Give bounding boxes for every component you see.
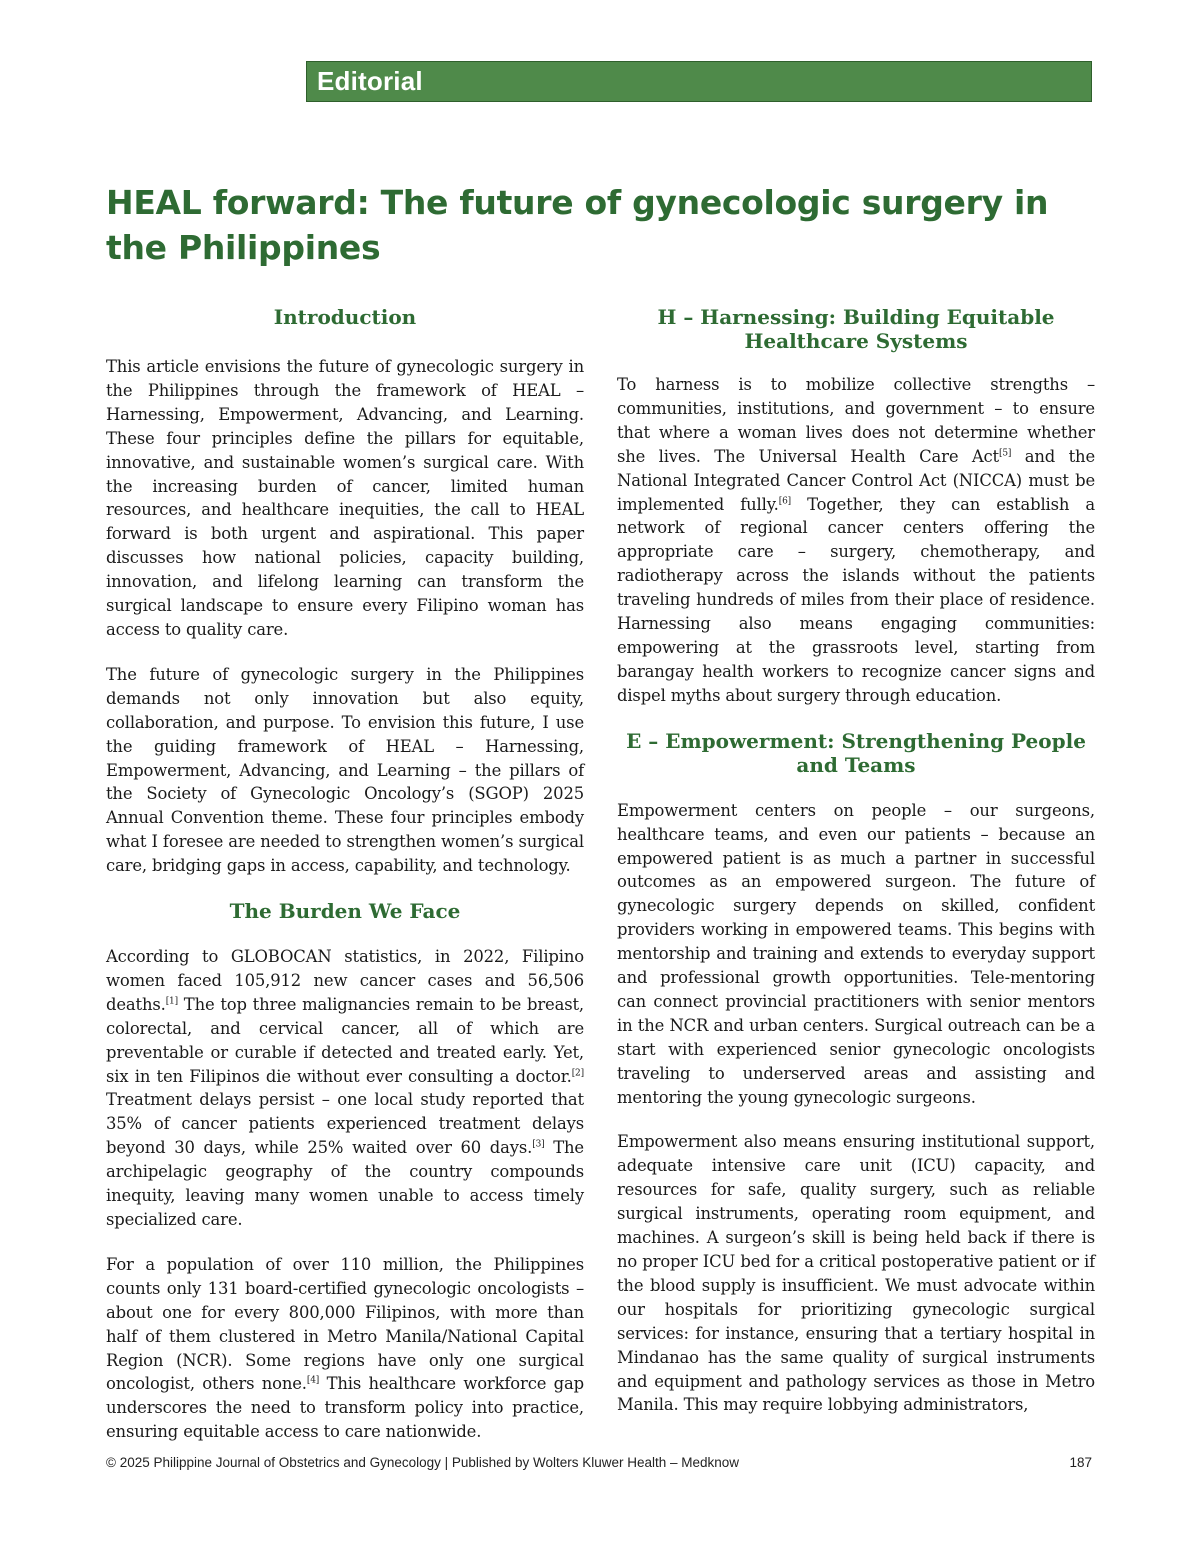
introduction-heading: Introduction — [273, 305, 417, 329]
text-run: and the National Integrated Cancer Control Act (NICCA) must be implemented fully. — [617, 446, 1095, 514]
reference-3[interactable]: [3] — [532, 1139, 545, 1150]
empowerment-paragraph-2: Empowerment also means ensuring institutional support, adequate intensive care unit (ICU) capacity, and resources for safe, quality surgery, such as reliable surgical instruments, operating room equipment, and machines. A surgeon’s skill is being held back if there is no proper ICU bed for a critical postoperative patient or if the blood supply is insufficient. We must advocate within our hospitals for prioritizing gynecologic surgical services: for instance, ensuring that a tertiary hospital in Mindanao has the same quality of surgical instruments and equipment and pathology services as those in Metro Manila. This may require lobbying administrators, — [617, 1132, 1095, 1415]
left-column — [106, 302, 584, 1444]
intro-paragraph-1: This article envisions the future of gynecologic surgery in the Philippines through the framework of HEAL – Harnessing, Empowerment, Advancing, and Learning. These four principles define the pillars for equitable, innovative, and sustainable women’s surgical care. With the increasing burden of cancer, limited human resources, and healthcare inequities, the call to HEAL forward is both urgent and aspirational. This paper discusses how national policies, capacity building, innovation, and lifelong learning can transform the surgical landscape to ensure every Filipino woman has access to quality care. — [106, 357, 584, 639]
intro-paragraph-2: The future of gynecologic surgery in the Philippines demands not only innovation but also equity, collaboration, and purpose. To envision this future, I use the guiding framework of HEAL – Harnessing, Empowerment, Advancing, and Learning – the pillars of the Society of Gynecologic Oncology’s (SGOP) 2025 Annual Convention theme. These four principles embody what I foresee are needed to strengthen women’s surgical care, bridging gaps in access, capability, and technology. — [106, 664, 584, 876]
reference-4[interactable]: [4] — [306, 1375, 320, 1386]
harnessing-paragraph — [617, 373, 1095, 708]
burden-heading: The Burden We Face — [229, 899, 461, 924]
section-banner — [306, 61, 1092, 102]
text-run: The top three malignancies remain to be breast, colorectal, and cervical cancer, all of which are preventable or curable if detected and treated early. Yet, six in ten Filipinos die without ever consulting a doctor. — [106, 994, 584, 1086]
text-run: According to GLOBOCAN statistics, in 2022, Filipino women faced 105,912 new cancer cases and 56,506 deaths. — [106, 947, 584, 1014]
article-title: HEAL forward: The future of gynecologic surgery in the Philippines — [106, 183, 1049, 267]
burden-paragraph-2 — [106, 1253, 584, 1444]
burden-paragraph-1 — [106, 945, 584, 1232]
right-column — [617, 302, 1095, 1417]
section-label: Editorial — [317, 66, 423, 96]
reference-6[interactable]: [6] — [778, 496, 792, 507]
text-run: This healthcare workforce gap underscores the need to transform policy into practice, ensuring equitable access to care nationwide. — [106, 1374, 584, 1442]
empowerment-paragraph-1: Empowerment centers on people – our surgeons, healthcare teams, and even our patients – because an empowered patient is as much a partner in successful outcomes as an empowered surgeon. The future of gynecologic surgery depends on skilled, confident providers working in empowered teams. This begins with mentorship and training and extends to everyday support and professional growth opportunities. Tele-mentoring can connect provincial practitioners with senior mentors in the NCR and urban centers. Surgical outreach can be a start with experienced senior gynecologic oncologists traveling to underserved areas and assisting and mentoring the young gynecologic surgeons. — [617, 800, 1095, 1107]
page-number: 187 — [1069, 1455, 1092, 1470]
reference-2[interactable]: [2] — [571, 1068, 584, 1079]
text-run: The archipelagic geography of the country compounds inequity, leaving many women unable to access timely specialized care. — [106, 1138, 584, 1229]
harnessing-heading: H – Harnessing: Building Equitable Healthcare Systems — [657, 305, 1055, 353]
text-run: Treatment delays persist – one local study reported that 35% of cancer patients experienced treatment delays beyond 30 days, while 25% waited over 60 days. — [106, 1090, 584, 1158]
copyright-text: © 2025 Philippine Journal of Obstetrics and Gynecology | Published by Wolters Kluwer Health – Medknow — [106, 1455, 740, 1470]
page-footer — [106, 1455, 1092, 1470]
empowerment-heading: E – Empowerment: Strengthening People and Teams — [626, 728, 1086, 777]
reference-1[interactable]: [1] — [165, 996, 178, 1007]
text-run: Together, they can establish a network of regional cancer centers offering the appropriate care – surgery, chemotherapy, and radiotherapy across the islands without the patients traveling hundreds of miles from their place of residence. Harnessing also means engaging communities: empowering at the grassroots level, starting from barangay health workers to recognize cancer signs and dispel myths about surgery through education. — [617, 494, 1095, 705]
reference-5[interactable]: [5] — [999, 448, 1012, 459]
text-run: For a population of over 110 million, the Philippines counts only 131 board-certified gynecologic oncologists – about one for every 800,000 Filipinos, with more than half of them clustered in Metro Manila/National Capital Region (NCR). Some regions have only one surgical oncologist, others none. — [106, 1254, 584, 1394]
text-run: To harness is to mobilize collective strengths – communities, institutions, and government – to ensure that where a woman lives does not determine whether she lives. The Universal Health Care Act — [617, 375, 1095, 466]
